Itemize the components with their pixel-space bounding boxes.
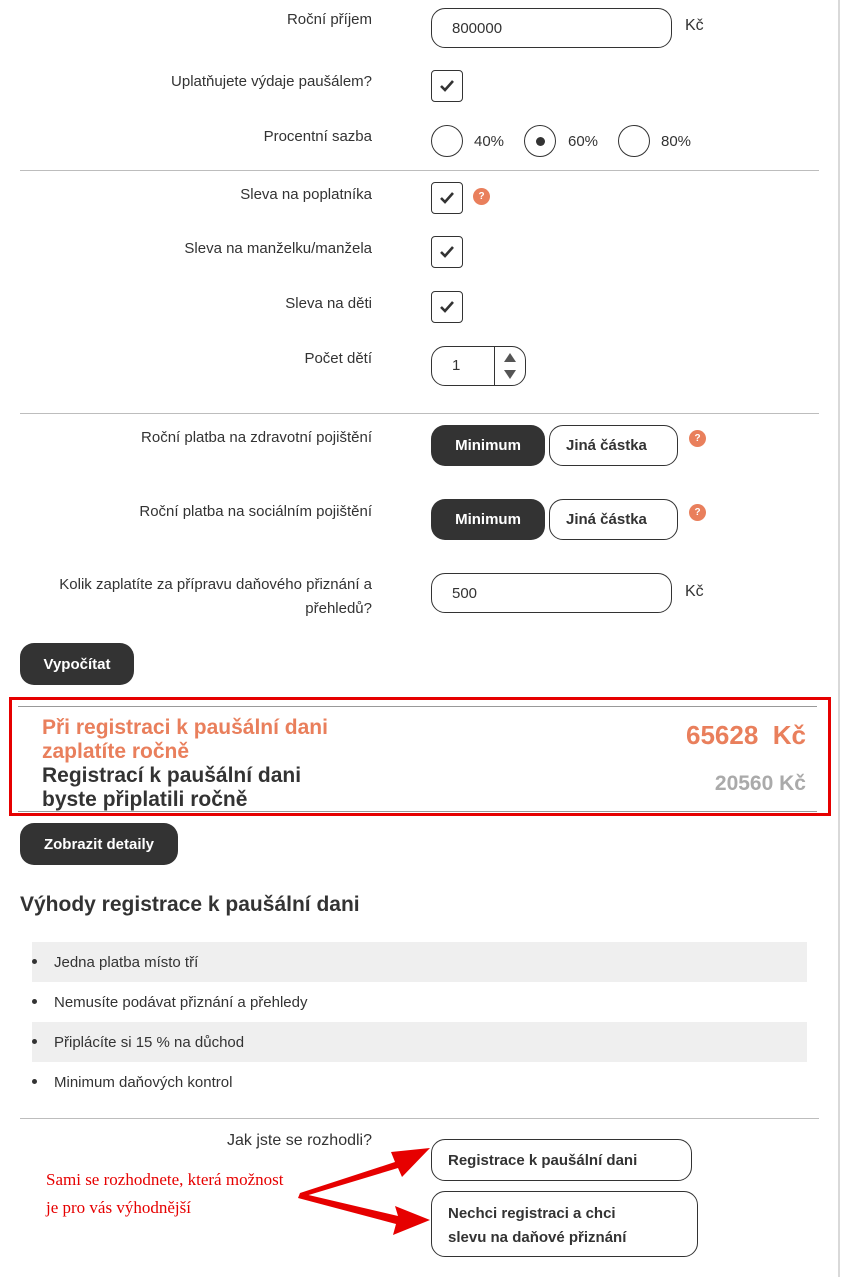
decline-label-line2: slevu na daňové přiznání bbox=[448, 1229, 627, 1246]
children-count-label: Počet dětí bbox=[304, 350, 372, 367]
list-item bbox=[32, 942, 807, 982]
pay-label-line2: zaplatíte ročně bbox=[42, 740, 190, 763]
bullet bbox=[32, 1079, 37, 1084]
social-insurance-label: Roční platba na sociálním pojištění bbox=[139, 503, 372, 520]
benefits-title: Výhody registrace k paušální dani bbox=[20, 893, 360, 916]
taxpayer-discount-checkbox[interactable] bbox=[431, 182, 463, 214]
children-count-stepper[interactable] bbox=[431, 346, 526, 386]
spouse-discount-label: Sleva na manželku/manžela bbox=[184, 240, 372, 257]
bullet bbox=[32, 1039, 37, 1044]
result-top-line bbox=[18, 706, 817, 707]
rate-radio-80[interactable] bbox=[618, 125, 650, 157]
annotation-text bbox=[46, 1166, 283, 1222]
list-item bbox=[32, 1022, 807, 1062]
increment-arrow-icon[interactable] bbox=[503, 352, 517, 363]
benefit-text: Minimum daňových kontrol bbox=[54, 1073, 233, 1091]
section-divider bbox=[20, 1118, 819, 1119]
extra-value: 20560 bbox=[714, 772, 774, 795]
flat-expenses-label: Uplatňujete výdaje paušálem? bbox=[171, 73, 372, 90]
benefits-list bbox=[32, 942, 807, 1102]
pay-label-line1: Při registraci k paušální dani bbox=[42, 716, 328, 739]
checkmark-icon bbox=[440, 301, 454, 313]
income-label: Roční příjem bbox=[286, 11, 372, 28]
bullet bbox=[32, 999, 37, 1004]
social-minimum-button[interactable]: Minimum bbox=[431, 499, 545, 540]
show-details-button[interactable]: Zobrazit detaily bbox=[20, 823, 178, 865]
rate-option-40-label: 40% bbox=[474, 133, 505, 150]
income-input[interactable]: 800000 bbox=[431, 8, 672, 48]
health-insurance-label: Roční platba na zdravotní pojištění bbox=[141, 429, 372, 446]
flat-expenses-checkbox[interactable] bbox=[431, 70, 463, 102]
health-minimum-button[interactable]: Minimum bbox=[431, 425, 545, 466]
rate-radio-60[interactable] bbox=[524, 125, 556, 157]
checkmark-icon bbox=[440, 192, 454, 204]
extra-label-line2: byste připlatili ročně bbox=[42, 788, 248, 811]
benefit-text: Jedna platba místo tří bbox=[54, 953, 199, 971]
checkmark-icon bbox=[440, 80, 454, 92]
children-discount-label: Sleva na děti bbox=[285, 295, 372, 312]
income-unit: Kč bbox=[685, 17, 704, 34]
extra-label-line1: Registrací k paušální dani bbox=[42, 764, 302, 787]
social-help-icon[interactable]: ? bbox=[689, 504, 706, 521]
preparation-cost-label-line2: přehledů? bbox=[305, 600, 372, 617]
decline-label-line1: Nechci registraci a chci bbox=[448, 1205, 616, 1222]
preparation-cost-unit: Kč bbox=[685, 583, 704, 600]
children-discount-checkbox[interactable] bbox=[431, 291, 463, 323]
list-item bbox=[32, 982, 807, 1022]
stepper-separator bbox=[494, 347, 495, 385]
pay-value: 65628 bbox=[685, 720, 759, 750]
section-divider bbox=[20, 170, 819, 171]
health-other-amount-button[interactable]: Jiná částka bbox=[549, 425, 678, 466]
spouse-discount-checkbox[interactable] bbox=[431, 236, 463, 268]
result-highlight-box bbox=[9, 697, 831, 816]
right-scroll-edge bbox=[838, 0, 840, 1277]
children-count-value[interactable]: 1 bbox=[452, 357, 461, 374]
preparation-cost-label-line1: Kolik zaplatíte za přípravu daňového přiznání a bbox=[59, 576, 372, 593]
checkmark-icon bbox=[440, 246, 454, 258]
calculate-button[interactable]: Vypočítat bbox=[20, 643, 134, 685]
rate-option-80-label: 80% bbox=[661, 133, 692, 150]
extra-unit: Kč bbox=[779, 772, 806, 795]
section-divider bbox=[20, 413, 819, 414]
health-help-icon[interactable]: ? bbox=[689, 430, 706, 447]
annotation-line2: je pro vás výhodnější bbox=[46, 1198, 191, 1217]
pay-amount bbox=[686, 720, 806, 751]
bullet bbox=[32, 959, 37, 964]
decision-question: Jak jste se rozhodli? bbox=[227, 1132, 372, 1149]
rate-option-60-label: 60% bbox=[568, 133, 599, 150]
taxpayer-discount-label: Sleva na poplatníka bbox=[240, 186, 372, 203]
annotation-line1: Sami se rozhodnete, která možnost bbox=[46, 1170, 284, 1189]
radio-selected-dot bbox=[536, 137, 545, 146]
list-item bbox=[32, 1062, 807, 1102]
result-bottom-line bbox=[18, 811, 817, 812]
annotation-arrows-icon bbox=[290, 1140, 440, 1240]
benefit-text: Připlácíte si 15 % na důchod bbox=[54, 1033, 245, 1051]
rate-radio-40[interactable] bbox=[431, 125, 463, 157]
rate-label: Procentní sazba bbox=[263, 128, 372, 145]
pay-unit: Kč bbox=[772, 720, 806, 750]
preparation-cost-input[interactable]: 500 bbox=[431, 573, 672, 613]
taxpayer-help-icon[interactable]: ? bbox=[473, 188, 490, 205]
benefit-text: Nemusíte podávat přiznání a přehledy bbox=[54, 993, 308, 1011]
extra-amount bbox=[715, 772, 806, 796]
decline-registration-button[interactable] bbox=[431, 1191, 698, 1257]
social-other-amount-button[interactable]: Jiná částka bbox=[549, 499, 678, 540]
register-flat-tax-button[interactable]: Registrace k paušální dani bbox=[431, 1139, 692, 1181]
decrement-arrow-icon[interactable] bbox=[503, 369, 517, 380]
